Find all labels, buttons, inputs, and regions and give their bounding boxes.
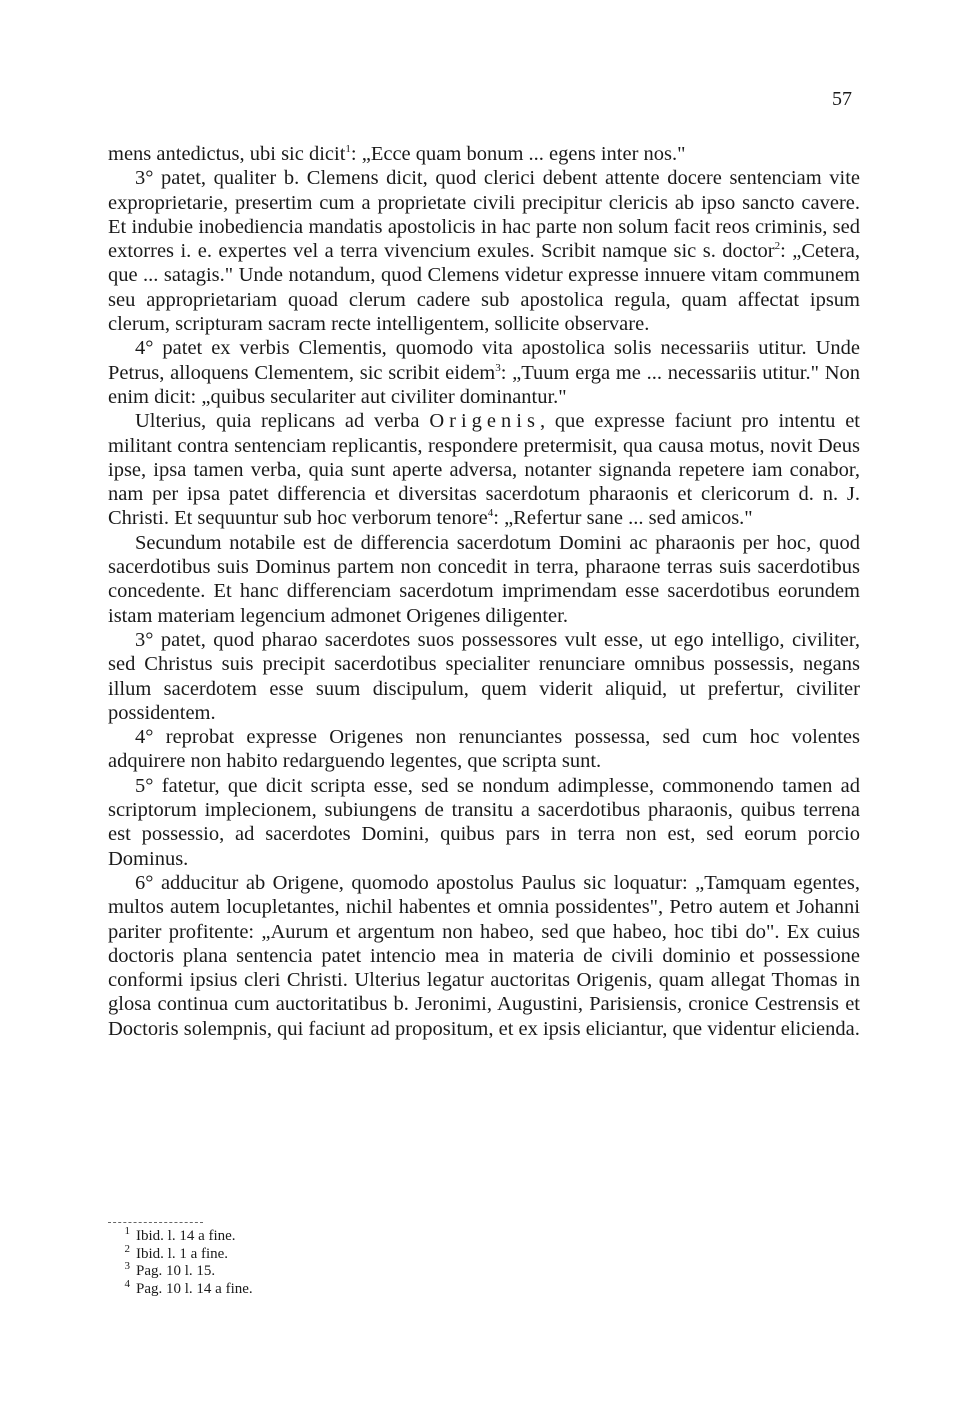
text-run: 5° fatetur, que dicit scripta esse, sed se nondum adimplesse, commonendo tamen ad scriptorum implecionem, subiungens de transitu a sacerdotibus pharaonis, quibus terrena est possessio, ad sacerdotes Domini, quibus pars in terra non est, sed eorum porcio Dominus. <box>108 774 860 870</box>
text-run: 4° reprobat expresse Origenes non renunciantes possessa, sed cum hoc volentes adquirere non habito redarguendo legentes, que scripta sunt. <box>108 726 860 773</box>
page-number: 57 <box>832 88 852 110</box>
paragraph <box>108 166 860 336</box>
footnote: 1 Ibid. l. 14 a fine. <box>124 1225 236 1244</box>
footnote-text: Ibid. l. 14 a fine. <box>136 1228 236 1244</box>
footnote-text: Pag. 10 l. 14 a fine. <box>136 1280 253 1297</box>
paragraph <box>108 336 860 409</box>
paragraph <box>108 531 860 628</box>
paragraph <box>108 142 860 166</box>
paragraph <box>108 774 860 871</box>
footnote: 4 Pag. 10 l. 14 a fine. <box>124 1277 253 1297</box>
text-run: 4° patet ex verbis Clementis, quomodo vita apostolica solis necessariis utitur. Unde Petrus, alloquens Clementem, sic scribit eidem <box>108 337 860 384</box>
text-run: mens antedictus, ubi sic dicit <box>108 143 346 165</box>
paragraph <box>108 871 860 1041</box>
spaced-name: Origenis <box>429 410 540 433</box>
footnote-ref: 2 <box>774 240 781 253</box>
text-run: 6° adducitur ab Origene, quomodo apostolus Paulus sic loquatur: „Tamquam egentes, multos autem locupletantes, nichil habentes et omnia possidentes", Petro autem et Johanni pariter profitente: „Aurum et argentum non habeo, sed que habeo, hoc tibi do". Ex cuius doctoris plana sentencia patet intencio mea in materia de civili dominio et possessione conformi ipsius cleri Christi. Ulterius legatur auctoritas Origenis, quam allegat Thomas in glosa continua cum auctoritatibus b. Jeronimi, Augustini, Parisiensis, cronice Cestrensis et Doctoris solempnis, qui faciunt ad propositum, et ex ipsis eliciantur, que videntur elicienda. <box>108 871 860 1040</box>
footnote: 3 Pag. 10 l. 15. <box>124 1260 216 1279</box>
footnote-divider <box>108 1222 203 1223</box>
footnote-text: Pag. 10 l. 15. <box>136 1263 216 1279</box>
text-run: 3° patet, quod pharao sacerdotes suos possessores vult esse, ut ego intelligo, civiliter, sed Christus suis precipit sacerdotibus specialiter renunciare omnibus possessis, negans illum sacerdotem esse suum discipulum, quem viderit aliquid, ut prefertur, civiliter possidentem. <box>108 628 860 724</box>
text-run: : „Tuum erga me ... necessariis utitur." Non enim dicit: „quibus seculariter aut civiliter dominantur." <box>108 361 860 408</box>
text-run: 3° patet, qualiter b. Clemens dicit, quod clerici debent attente docere sentenciam vite exproprietarie, presertim cum a proprietate civili precipitur clericis ab ipso sancto cavere. Et indubie inobediencia mandatis apostolicis in hac parte non solum facit reos criminis, sed extorres i. e. expertes vel a terra vivencium exules. Scribit namque sic s. doctor <box>108 167 860 263</box>
text-run: , que expresse faciunt pro intentu et militant contra sentenciam replicantis, respondere pretermisit, qua causa motus, novit Deus ipse, ipsa tamen verba, quia sunt aperte adversa, notanter signanda repetere iam conabor, nam per ipsa patet differencia et diversitas sacerdotum pharaonis et clericorum d. n. J. Christi. Et sequuntur sub hoc verborum tenore <box>108 410 860 530</box>
footnote: 2 Ibid. l. 1 a fine. <box>124 1242 229 1262</box>
footnote-ref: 4 <box>487 507 494 520</box>
footnote-ref: 1 <box>345 143 351 156</box>
paragraph <box>108 725 860 774</box>
footnote-text: Ibid. l. 1 a fine. <box>136 1245 229 1262</box>
footnotes <box>108 1225 508 1298</box>
text-run: Ulterius, quia replicans ad verba <box>135 410 430 433</box>
paragraph <box>108 628 860 725</box>
text-run: : „Ecce quam bonum ... egens inter nos." <box>350 143 686 165</box>
paragraph <box>108 409 860 530</box>
text-run: Secundum notabile est de differencia sacerdotum Domini ac pharaonis per hoc, quod sacerdotibus suis Dominus partem non concedit in terra, pharaone terras suis sacerdotibus concedente. Et hanc differenciam sacerdotum imprimendam esse sacerdotibus eorundem istam materiam legencium admonet Origenes diligenter. <box>108 531 860 627</box>
text-run: : „Cetera, que ... satagis." Unde notandum, quod Clemens videtur expresse innuere vitam communem seu approprietariam quoad clerum cadere sub apostolica regula, quam affectat ipsum clerum, scripturam sacram recte intelligentem, sollicite observare. <box>108 240 860 336</box>
body-text <box>108 142 860 1041</box>
footnote-ref: 3 <box>495 361 501 374</box>
text-run: : „Refertur sane ... sed amicos." <box>493 507 753 530</box>
